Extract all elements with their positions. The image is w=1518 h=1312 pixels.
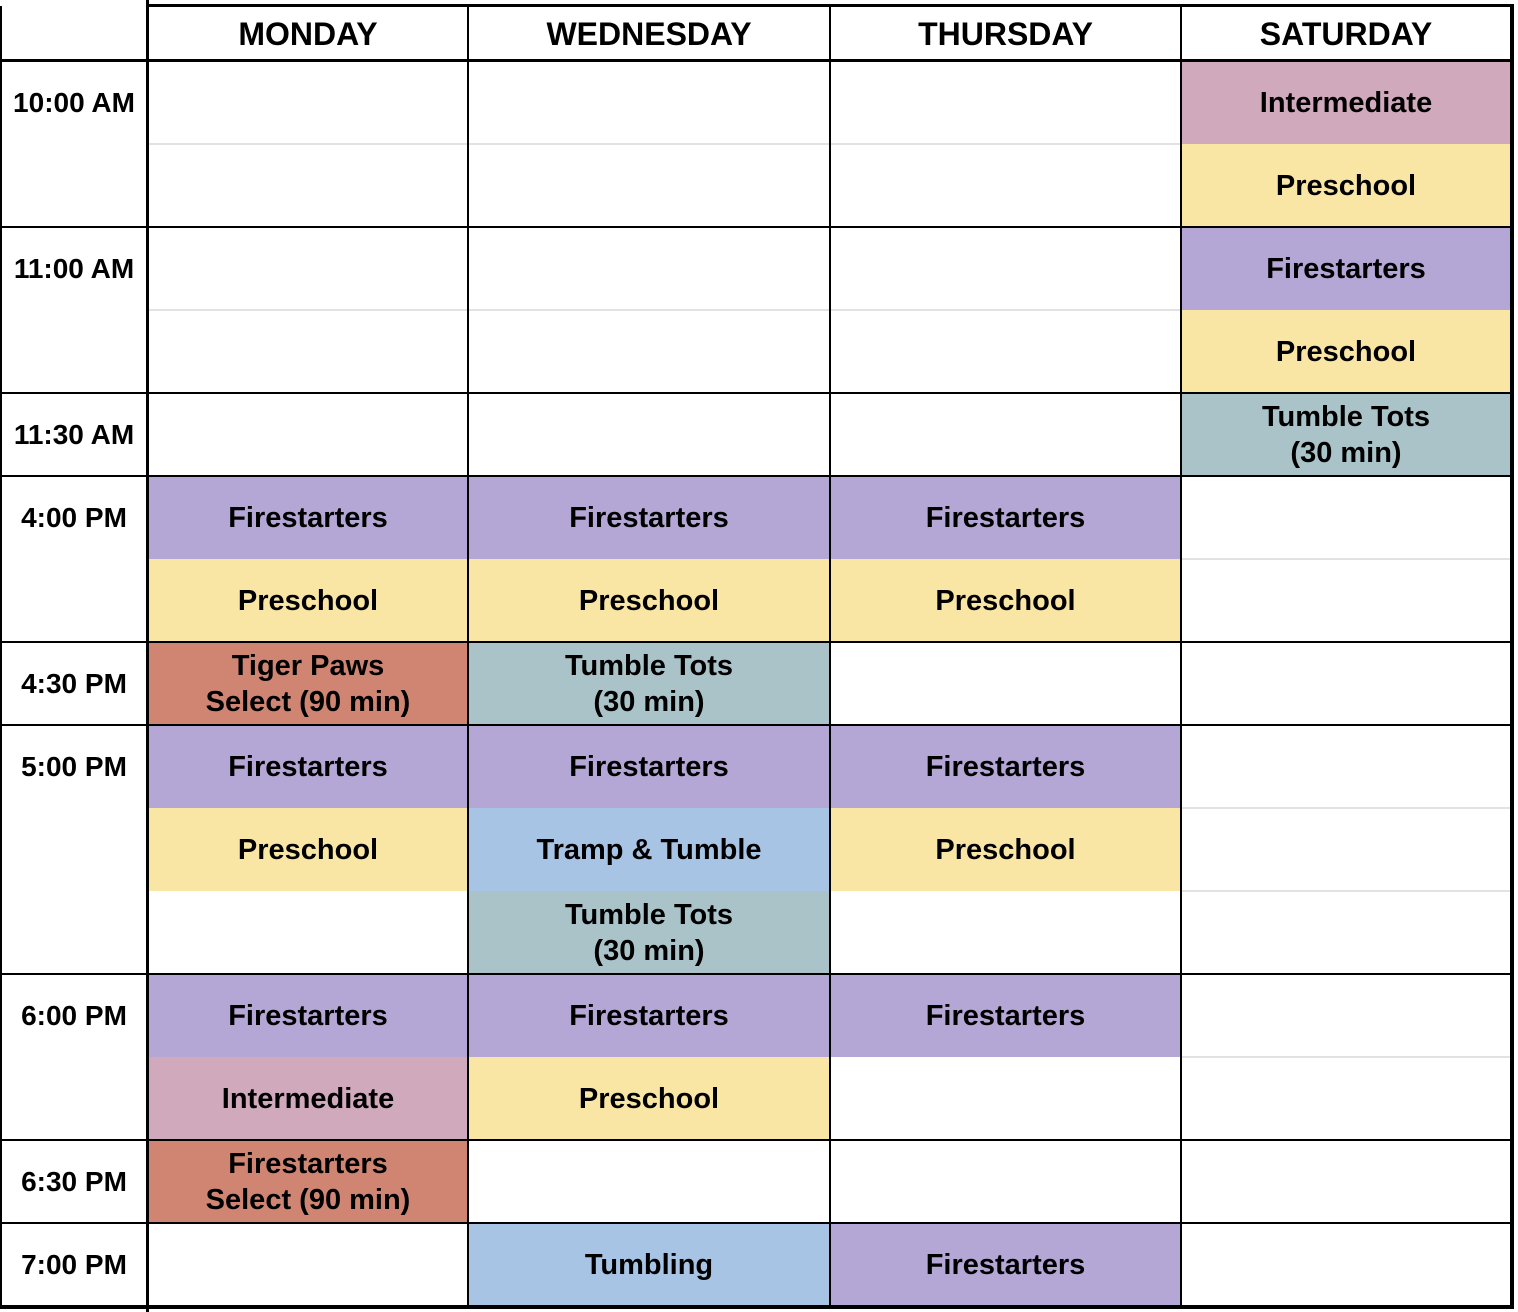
time-label: 7:00 PM — [21, 1248, 127, 1280]
grid-left-border — [0, 6, 2, 1306]
empty-slot — [830, 227, 1181, 310]
class-slot-firestarters: Firestarters — [1181, 227, 1511, 310]
time-label — [0, 891, 148, 974]
empty-slot — [830, 310, 1181, 393]
empty-slot — [148, 227, 468, 310]
class-slot-preschool: Preschool — [148, 808, 468, 891]
time-label — [0, 144, 148, 227]
time-label — [0, 1057, 148, 1140]
empty-slot — [148, 61, 468, 144]
class-slot-firestarters: Firestarters — [830, 476, 1181, 559]
empty-slot — [148, 310, 468, 393]
time-group-divider — [0, 1222, 1511, 1224]
grid-right-border — [1510, 4, 1514, 1309]
slot-separator — [830, 143, 1181, 145]
empty-slot — [468, 227, 830, 310]
slot-separator — [830, 309, 1181, 311]
time-label: 6:00 PM — [21, 999, 127, 1031]
time-group-divider — [0, 973, 1511, 975]
empty-slot — [468, 144, 830, 227]
slot-separator — [148, 309, 468, 311]
class-slot-firestarters: Firestarters — [830, 1223, 1181, 1306]
empty-slot — [1181, 476, 1511, 559]
class-slot-preschool: Preschool — [468, 559, 830, 642]
time-label — [0, 310, 148, 393]
class-slot-preschool: Preschool — [1181, 310, 1511, 393]
time-label: 11:30 AM — [13, 418, 135, 450]
time-group-divider — [0, 226, 1511, 228]
empty-slot — [1181, 1057, 1511, 1140]
time-label — [0, 559, 148, 642]
empty-slot — [1181, 559, 1511, 642]
slot-separator — [1181, 890, 1511, 892]
class-slot-tumble-tots-30-min: Tumble Tots (30 min) — [1181, 393, 1511, 476]
class-slot-tumble-tots-30-min: Tumble Tots (30 min) — [468, 642, 830, 725]
time-label: 4:00 PM — [21, 501, 127, 533]
empty-slot — [468, 1140, 830, 1223]
class-slot-firestarters: Firestarters — [468, 725, 830, 808]
slot-separator — [468, 309, 830, 311]
time-group-divider — [0, 475, 1511, 477]
time-group-divider — [0, 1139, 1511, 1141]
grid-bottom-border — [0, 1305, 1514, 1309]
empty-slot — [468, 61, 830, 144]
empty-slot — [830, 144, 1181, 227]
day-header-wednesday: WEDNESDAY — [546, 15, 752, 52]
empty-slot — [468, 310, 830, 393]
class-slot-firestarters: Firestarters — [148, 725, 468, 808]
empty-slot — [1181, 1223, 1511, 1306]
time-label: 10:00 AM — [13, 86, 135, 118]
empty-slot — [830, 393, 1181, 476]
time-group-divider — [0, 641, 1511, 643]
empty-slot — [830, 642, 1181, 725]
empty-slot — [148, 891, 468, 974]
class-slot-preschool: Preschool — [1181, 144, 1511, 227]
class-slot-tiger-paws-select-90-min: Tiger Paws Select (90 min) — [148, 642, 468, 725]
class-slot-firestarters: Firestarters — [830, 974, 1181, 1057]
empty-slot — [830, 1057, 1181, 1140]
class-slot-firestarters-select-90-min: Firestarters Select (90 min) — [148, 1140, 468, 1223]
class-slot-firestarters: Firestarters — [468, 476, 830, 559]
slot-separator — [1181, 1056, 1511, 1058]
time-label: 6:30 PM — [21, 1165, 127, 1197]
column-divider — [1180, 6, 1182, 1306]
time-label: 4:30 PM — [21, 667, 127, 699]
class-slot-preschool: Preschool — [830, 559, 1181, 642]
header-bottom-border — [0, 59, 1514, 62]
time-column-divider — [146, 0, 149, 1312]
column-divider — [467, 6, 469, 1306]
time-group-divider — [0, 392, 1511, 394]
slot-separator — [1181, 558, 1511, 560]
empty-slot — [468, 393, 830, 476]
class-slot-intermediate: Intermediate — [1181, 61, 1511, 144]
time-label: 11:00 AM — [13, 252, 135, 284]
empty-slot — [830, 1140, 1181, 1223]
day-header-thursday: THURSDAY — [918, 15, 1093, 52]
day-header-saturday: SATURDAY — [1259, 15, 1433, 52]
slot-separator — [1181, 807, 1511, 809]
empty-slot — [830, 61, 1181, 144]
empty-slot — [148, 144, 468, 227]
time-group-divider — [0, 724, 1511, 726]
class-slot-firestarters: Firestarters — [148, 476, 468, 559]
class-slot-firestarters: Firestarters — [148, 974, 468, 1057]
empty-slot — [1181, 725, 1511, 808]
class-slot-preschool: Preschool — [468, 1057, 830, 1140]
slot-separator — [468, 143, 830, 145]
empty-slot — [148, 393, 468, 476]
class-slot-intermediate: Intermediate — [148, 1057, 468, 1140]
header-top-border — [148, 4, 1514, 7]
empty-slot — [1181, 891, 1511, 974]
class-slot-tramp-tumble: Tramp & Tumble — [468, 808, 830, 891]
empty-slot — [830, 891, 1181, 974]
header-corner — [0, 6, 148, 61]
empty-slot — [148, 1223, 468, 1306]
day-header-monday: MONDAY — [238, 15, 378, 52]
class-slot-firestarters: Firestarters — [468, 974, 830, 1057]
time-label: 5:00 PM — [21, 750, 127, 782]
empty-slot — [1181, 974, 1511, 1057]
slot-separator — [148, 143, 468, 145]
class-slot-firestarters: Firestarters — [830, 725, 1181, 808]
empty-slot — [1181, 808, 1511, 891]
empty-slot — [1181, 1140, 1511, 1223]
time-label — [0, 808, 148, 891]
class-slot-tumbling: Tumbling — [468, 1223, 830, 1306]
column-divider — [829, 6, 831, 1306]
class-slot-tumble-tots-30-min: Tumble Tots (30 min) — [468, 891, 830, 974]
empty-slot — [1181, 642, 1511, 725]
class-slot-preschool: Preschool — [148, 559, 468, 642]
class-slot-preschool: Preschool — [830, 808, 1181, 891]
